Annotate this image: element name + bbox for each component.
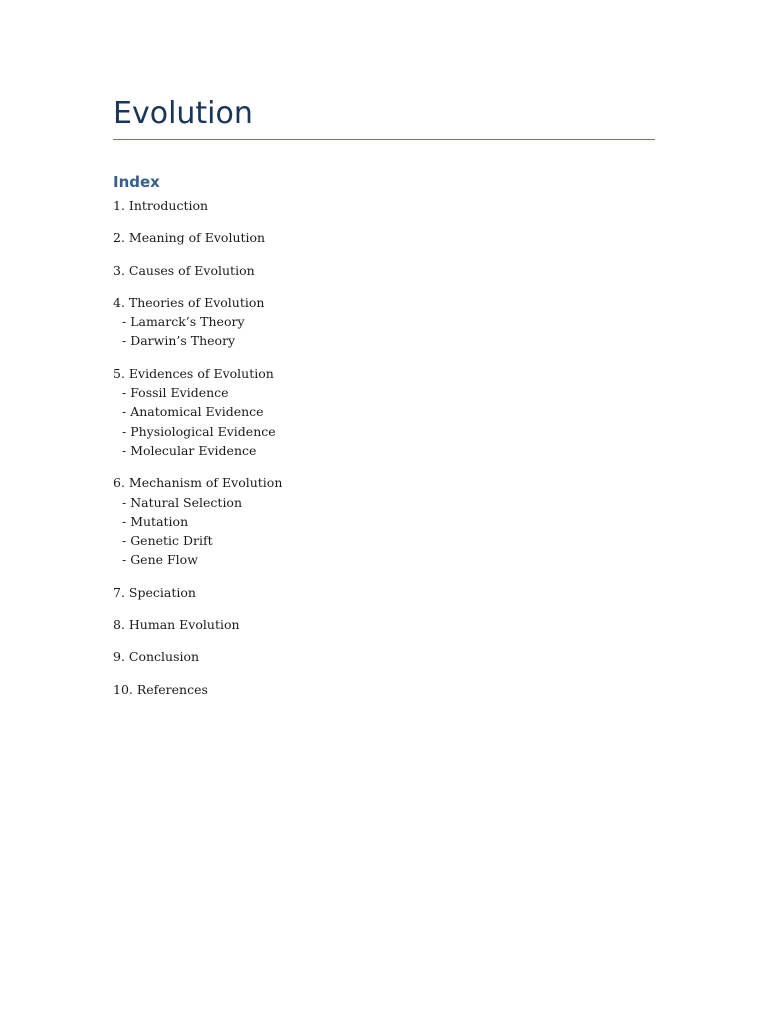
toc-group [113,647,655,666]
toc-subentry: - Darwin’s Theory [122,333,236,349]
toc-group [113,583,655,602]
toc-entry: 6. Mechanism of Evolution [113,475,283,491]
toc-subentry: - Fossil Evidence [122,385,229,401]
toc-subentry: - Molecular Evidence [122,442,257,458]
toc-entry: 4. Theories of Evolution [113,294,265,310]
index-heading: Index [113,173,160,191]
table-of-contents [113,196,655,712]
toc-entry: 2. Meaning of Evolution [113,230,266,246]
toc-subentry: - Genetic Drift [122,533,213,549]
toc-group [113,293,655,351]
toc-subentry: - Mutation [122,513,189,529]
toc-group [113,261,655,280]
toc-group [113,680,655,699]
toc-entry: 7. Speciation [113,584,196,600]
toc-entry: 5. Evidences of Evolution [113,365,274,381]
toc-entry: 1. Introduction [113,198,209,213]
toc-group [113,473,655,569]
toc-group [113,615,655,634]
toc-entry: 9. Conclusion [113,649,200,665]
toc-entry: 8. Human Evolution [113,617,240,633]
title-divider [113,139,655,140]
toc-group [113,364,655,460]
toc-entry: 3. Causes of Evolution [113,262,255,278]
document-title: Evolution [113,96,253,131]
toc-subentry: - Lamarck’s Theory [122,314,245,330]
toc-entry: 10. References [113,681,208,697]
toc-group [113,196,655,215]
toc-subentry: - Physiological Evidence [122,423,276,439]
toc-subentry: - Gene Flow [122,552,198,568]
toc-subentry: - Natural Selection [122,494,243,510]
toc-subentry: - Anatomical Evidence [122,404,264,420]
toc-group [113,228,655,247]
